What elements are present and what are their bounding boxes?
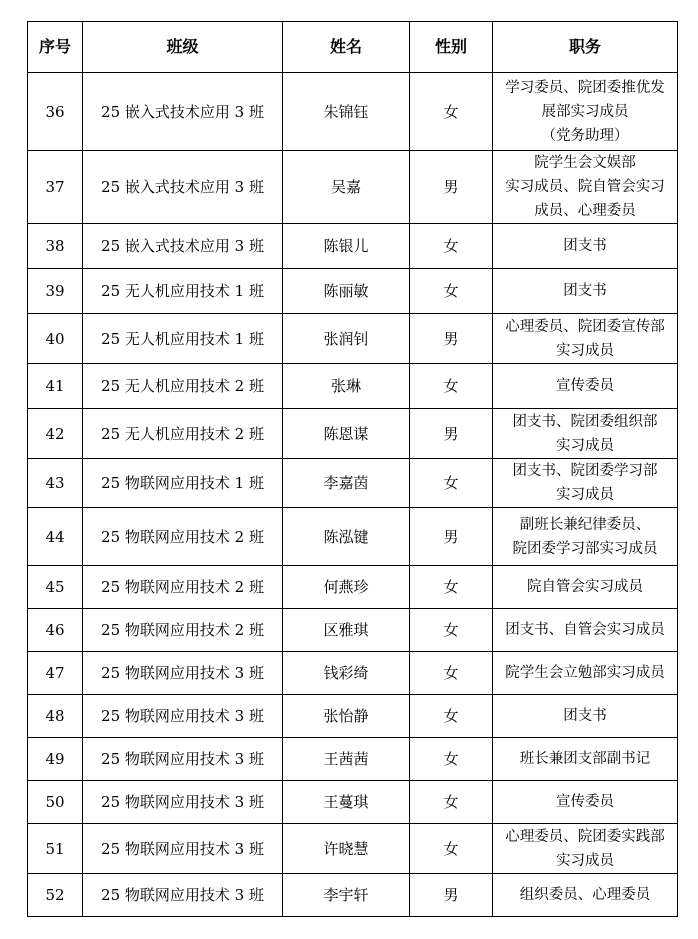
cell-class: 25 嵌入式技术应用 3 班 [83,73,283,151]
cell-duty [493,459,678,508]
cell-no: 48 [28,695,83,738]
cell-duty [493,314,678,364]
roster-body [28,73,678,917]
table-row [28,738,678,781]
cell-class: 25 无人机应用技术 1 班 [83,314,283,364]
cell-no: 51 [28,824,83,874]
cell-name: 陈银儿 [283,224,410,269]
table-row [28,566,678,609]
cell-class: 25 物联网应用技术 2 班 [83,508,283,566]
cell-duty [493,609,678,652]
cell-class: 25 物联网应用技术 3 班 [83,874,283,917]
cell-no: 49 [28,738,83,781]
cell-gender: 女 [410,652,493,695]
cell-no: 47 [28,652,83,695]
duty-line: 班长兼团支部副书记 [519,751,651,767]
cell-gender: 男 [410,874,493,917]
duty-line: 团支书、自管会实习成员 [505,622,665,638]
cell-no: 40 [28,314,83,364]
cell-duty [493,224,678,269]
cell-gender: 男 [410,508,493,566]
cell-gender: 女 [410,364,493,409]
cell-duty [493,566,678,609]
cell-gender: 女 [410,269,493,314]
cell-duty [493,364,678,409]
header-row [28,22,678,73]
cell-duty [493,652,678,695]
table-row [28,459,678,508]
duty-line: 宣传委员 [556,794,614,810]
cell-name: 张怡静 [283,695,410,738]
table-row [28,73,678,151]
duty-line: 团支书、院团委组织部 [512,413,658,430]
duty-line: 团支书、院团委学习部 [512,463,658,479]
cell-name: 张琳 [283,364,410,409]
duty-line: 宣传委员 [556,378,614,394]
cell-name: 钱彩绮 [283,652,410,695]
duty-line: 实习成员 [556,852,614,869]
header-gender: 性别 [410,22,493,73]
cell-name: 李嘉茵 [283,459,410,508]
table-row [28,364,678,409]
duty-line: 组织委员、心理委员 [519,887,651,903]
table-row [28,824,678,874]
cell-name: 陈丽敏 [283,269,410,314]
cell-duty [493,738,678,781]
table-row [28,151,678,224]
cell-gender: 女 [410,781,493,824]
cell-gender: 女 [410,566,493,609]
cell-name: 王蔓琪 [283,781,410,824]
cell-gender: 女 [410,695,493,738]
cell-duty [493,824,678,874]
duty-line: 实习成员、院自管会实习 [505,179,665,195]
cell-duty [493,781,678,824]
cell-gender: 女 [410,73,493,151]
cell-gender: 女 [410,824,493,874]
cell-class: 25 物联网应用技术 2 班 [83,609,283,652]
duty-line: 成员、心理委员 [534,203,636,219]
duty-line: 副班长兼纪律委员、 [519,516,651,533]
cell-no: 52 [28,874,83,917]
cell-no: 39 [28,269,83,314]
cell-name: 吴嘉 [283,151,410,224]
cell-name: 陈泓键 [283,508,410,566]
table-row [28,609,678,652]
cell-class: 25 物联网应用技术 1 班 [83,459,283,508]
table-row [28,314,678,364]
duty-line: 团支书 [563,708,607,724]
header-duty: 职务 [493,22,678,73]
cell-gender: 女 [410,459,493,508]
cell-gender: 女 [410,224,493,269]
duty-line: 院学生会立勉部实习成员 [505,665,665,681]
duty-line: 团支书 [563,283,607,299]
cell-no: 36 [28,73,83,151]
cell-duty [493,695,678,738]
table-row [28,409,678,459]
table-row [28,269,678,314]
cell-class: 25 物联网应用技术 3 班 [83,781,283,824]
cell-gender: 男 [410,151,493,224]
cell-no: 46 [28,609,83,652]
cell-duty [493,874,678,917]
duty-line: 院学生会文娱部 [534,155,636,171]
duty-line: （党务助理） [541,127,629,144]
cell-no: 50 [28,781,83,824]
table-row [28,224,678,269]
duty-line: 心理委员、院团委宣传部 [505,318,665,335]
cell-no: 43 [28,459,83,508]
cell-class: 25 物联网应用技术 3 班 [83,824,283,874]
table-row [28,652,678,695]
cell-class: 25 嵌入式技术应用 3 班 [83,151,283,224]
cell-class: 25 物联网应用技术 3 班 [83,738,283,781]
cell-class: 25 物联网应用技术 2 班 [83,566,283,609]
table-row [28,781,678,824]
header-name: 姓名 [283,22,410,73]
cell-name: 朱锦钰 [283,73,410,151]
duty-line: 团支书 [563,238,607,254]
cell-class: 25 物联网应用技术 3 班 [83,652,283,695]
cell-name: 李宇轩 [283,874,410,917]
duty-line: 学习委员、院团委推优发 [505,79,665,96]
cell-gender: 女 [410,609,493,652]
cell-duty [493,508,678,566]
cell-name: 陈恩谋 [283,409,410,459]
cell-gender: 男 [410,409,493,459]
cell-duty [493,73,678,151]
cell-no: 44 [28,508,83,566]
duty-line: 展部实习成员 [541,103,629,120]
cell-duty [493,151,678,224]
header-no: 序号 [28,22,83,73]
duty-line: 心理委员、院团委实践部 [505,828,665,845]
cell-class: 25 嵌入式技术应用 3 班 [83,224,283,269]
cell-no: 45 [28,566,83,609]
cell-name: 王茜茜 [283,738,410,781]
roster-table [27,21,678,917]
cell-class: 25 无人机应用技术 2 班 [83,409,283,459]
duty-line: 实习成员 [556,342,614,359]
cell-gender: 男 [410,314,493,364]
table-row [28,874,678,917]
cell-no: 37 [28,151,83,224]
cell-class: 25 无人机应用技术 2 班 [83,364,283,409]
cell-name: 区雅琪 [283,609,410,652]
cell-no: 42 [28,409,83,459]
table-row [28,508,678,566]
cell-duty [493,269,678,314]
cell-name: 张润钊 [283,314,410,364]
cell-class: 25 无人机应用技术 1 班 [83,269,283,314]
duty-line: 实习成员 [556,437,614,454]
cell-duty [493,409,678,459]
duty-line: 院自管会实习成员 [527,579,643,595]
duty-line: 院团委学习部实习成员 [512,540,658,557]
cell-gender: 女 [410,738,493,781]
cell-class: 25 物联网应用技术 3 班 [83,695,283,738]
cell-name: 何燕珍 [283,566,410,609]
cell-no: 41 [28,364,83,409]
cell-name: 许晓慧 [283,824,410,874]
table-row [28,695,678,738]
duty-line: 实习成员 [556,487,614,503]
header-class: 班级 [83,22,283,73]
cell-no: 38 [28,224,83,269]
